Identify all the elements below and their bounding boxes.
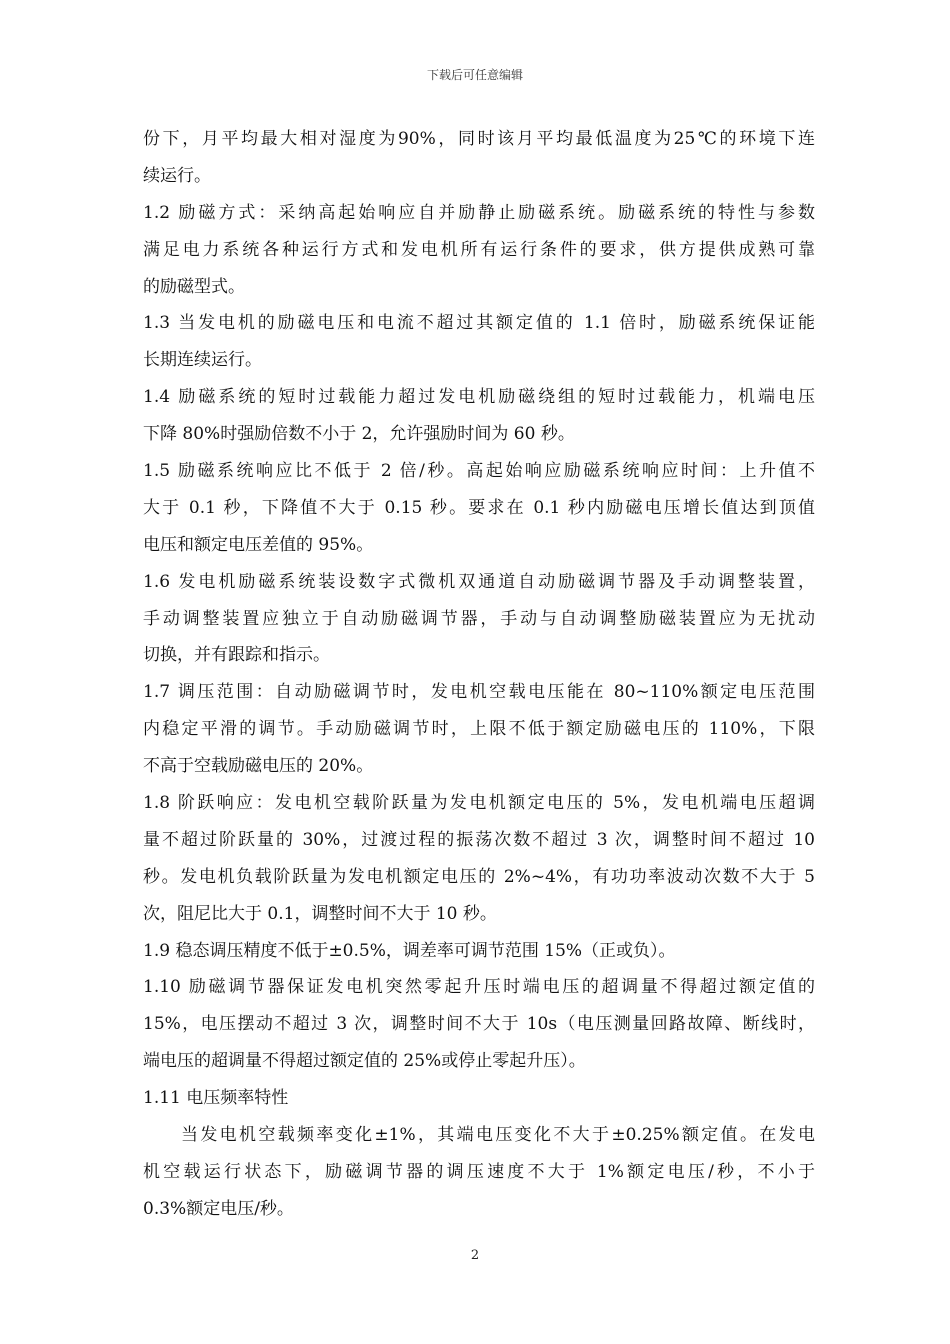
paragraph-p-1-4 (143, 379, 815, 453)
text-line: 1.7 调压范围：自动励磁调节时，发电机空载电压能在 80~110%额定电压范围 (143, 682, 815, 703)
text-line: 份下，月平均最大相对湿度为90%，同时该月平均最低温度为25℃的环境下连 (143, 129, 815, 149)
paragraph-p-1-11 (143, 1080, 815, 1117)
paragraph-p-1-2 (143, 195, 815, 306)
paragraph-p-1-3 (143, 305, 815, 379)
text-line: 1.2 励磁方式：采纳高起始响应自并励静止励磁系统。励磁系统的特性与参数 (143, 202, 815, 223)
page-number: 2 (470, 1248, 480, 1263)
paragraph-p-1-7 (143, 674, 815, 785)
text-line: 机空载运行状态下，励磁调节器的调压速度不大于 1%额定电压/秒，不小于 (143, 1161, 815, 1182)
text-line: 内稳定平滑的调节。手动励磁调节时，上限不低于额定励磁电压的 110%，下限 (143, 719, 815, 740)
paragraph-p-1-6 (143, 564, 815, 675)
paragraph-p-1-5 (143, 453, 815, 564)
text-line: 的励磁型式。 (143, 276, 245, 297)
text-line: 1.10 励磁调节器保证发电机突然零起升压时端电压的超调量不得超过额定值的 (143, 977, 815, 998)
text-line: 手动调整装置应独立于自动励磁调节器，手动与自动调整励磁装置应为无扰动 (143, 608, 815, 629)
text-line: 当发电机空载频率变化±1%，其端电压变化不大于±0.25%额定值。在发电 (181, 1125, 815, 1146)
document-body (143, 121, 815, 1228)
text-line: 满足电力系统各种运行方式和发电机所有运行条件的要求，供方提供成熟可靠 (143, 239, 815, 260)
text-line: 续运行。 (143, 165, 211, 186)
text-line: 1.8 阶跃响应：发电机空载阶跃量为发电机额定电压的 5%，发电机端电压超调 (143, 793, 815, 814)
paragraph-p-1-9 (143, 933, 815, 970)
paragraph-p-1-11-body (143, 1117, 815, 1228)
text-line: 秒。发电机负载阶跃量为发电机额定电压的 2%~4%，有功功率波动次数不大于 5 (143, 866, 815, 887)
text-line: 切换，并有跟踪和指示。 (143, 645, 330, 666)
text-line: 电压和额定电压差值的 95%。 (143, 534, 374, 555)
text-line: 1.6 发电机励磁系统装设数字式微机双通道自动励磁调节器及手动调整装置， (143, 571, 815, 592)
text-line: 大于 0.1 秒，下降值不大于 0.15 秒。要求在 0.1 秒内励磁电压增长值达到顶值 (143, 497, 815, 518)
text-line: 长期连续运行。 (143, 350, 262, 371)
text-line: 量不超过阶跃量的 30%，过渡过程的振荡次数不超过 3 次，调整时间不超过 10 (143, 829, 815, 850)
paragraph-p-1-8 (143, 785, 815, 933)
text-line: 15%，电压摆动不超过 3 次，调整时间不大于 10s（电压测量回路故障、断线时， (143, 1014, 815, 1035)
text-line: 1.3 当发电机的励磁电压和电流不超过其额定值的 1.1 倍时，励磁系统保证能 (143, 313, 815, 334)
text-line: 1.4 励磁系统的短时过载能力超过发电机励磁绕组的短时过载能力，机端电压 (143, 387, 815, 408)
text-line: 下降 80%时强励倍数不小于 2，允许强励时间为 60 秒。 (143, 424, 575, 445)
text-line: 次，阻尼比大于 0.1，调整时间不大于 10 秒。 (143, 903, 497, 924)
paragraph-p-continuation (143, 121, 815, 195)
text-line: 端电压的超调量不得超过额定值的 25%或停止零起升压）。 (143, 1051, 586, 1072)
text-line: 1.5 励磁系统响应比不低于 2 倍/秒。高起始响应励磁系统响应时间：上升值不 (143, 461, 815, 482)
text-line: 不高于空载励磁电压的 20%。 (143, 756, 374, 777)
text-line: 1.9 稳态调压精度不低于±0.5%，调差率可调节范围 15%（正或负）。 (143, 940, 676, 961)
header-note: 下载后可任意编辑 (426, 68, 523, 82)
paragraph-p-1-10 (143, 969, 815, 1080)
text-line: 0.3%额定电压/秒。 (143, 1198, 294, 1219)
text-line: 1.11 电压频率特性 (143, 1088, 289, 1109)
